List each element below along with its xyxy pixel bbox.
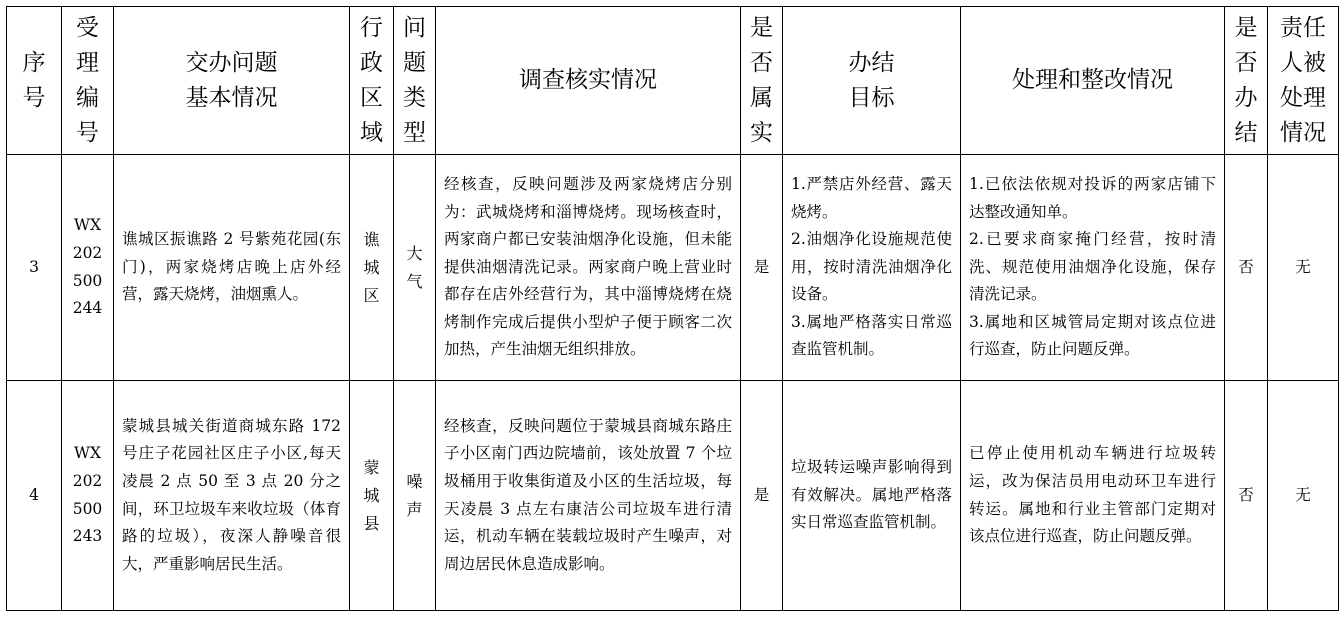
header-seq: 序号 — [7, 7, 62, 155]
code-part: 243 — [72, 527, 103, 546]
header-investigation: 调查核实情况 — [436, 7, 741, 155]
header-goal — [783, 7, 961, 155]
header-row — [7, 7, 1339, 155]
complaint-table — [6, 6, 1339, 611]
header-handling: 处理和整改情况 — [961, 7, 1225, 155]
cell-handling — [961, 155, 1225, 381]
table-row — [7, 155, 1339, 381]
cell-investigation: 经核查，反映问题涉及两家烧烤店分别为：武城烧烤和淄博烧烤。现场核查时，两家商户都已安装油烟净化设施，但未能提供油烟清洗记录。两家商户晚上营业时都存在店外经营行为，其中淄博烧烤在烧烤制作完成后提供小型炉子便于顾客二次加热，产生油烟无组织排放。 — [436, 155, 741, 381]
goal-item: 2.油烟净化设施规范使用，按时清洗油烟净化设备。 — [791, 230, 952, 304]
goal-item: 1.严禁店外经营、露天烧烤。 — [791, 174, 952, 221]
header-closed: 是否办结 — [1225, 7, 1268, 155]
header-code: 受理编号 — [62, 7, 114, 155]
code-part: 202 — [72, 471, 103, 490]
cell-seq: 4 — [7, 381, 62, 611]
header-basic-line2: 基本情况 — [185, 84, 278, 111]
handling-item: 2.已要求商家掩门经营，按时清洗、规范使用油烟净化设施，保存清洗记录。 — [969, 230, 1216, 304]
code-part: WX — [74, 444, 101, 463]
handling-item: 3.属地和区城管局定期对该点位进行巡查，防止问题反弹。 — [969, 312, 1216, 359]
header-goal-line1: 办结 — [848, 49, 895, 76]
code-part: WX — [74, 216, 101, 235]
cell-closed: 否 — [1225, 155, 1268, 381]
header-type: 问题类型 — [394, 7, 436, 155]
header-responsible: 责任人被处理情况 — [1268, 7, 1339, 155]
cell-region: 谯城区 — [350, 155, 394, 381]
cell-closed: 否 — [1225, 381, 1268, 611]
cell-basic: 谯城区振谯路 2 号紫苑花园(东门)，两家烧烤店晚上店外经营，露天烧烤，油烟熏人。 — [114, 155, 350, 381]
cell-type: 大气 — [394, 155, 436, 381]
code-part: 244 — [72, 299, 103, 318]
cell-code — [62, 381, 114, 611]
cell-verified: 是 — [741, 381, 783, 611]
cell-handling: 已停止使用机动车辆进行垃圾转运，改为保洁员用电动环卫车进行转运。属地和行业主管部门定期对该点位进行巡查，防止问题反弹。 — [961, 381, 1225, 611]
cell-goal: 垃圾转运噪声影响得到有效解决。属地严格落实日常巡查监管机制。 — [783, 381, 961, 611]
header-region: 行政区域 — [350, 7, 394, 155]
header-basic-line1: 交办问题 — [185, 49, 278, 76]
cell-type: 噪声 — [394, 381, 436, 611]
cell-seq: 3 — [7, 155, 62, 381]
cell-region: 蒙城县 — [350, 381, 394, 611]
code-part: 500 — [72, 271, 103, 290]
handling-item: 1.已依法依规对投诉的两家店铺下达整改通知单。 — [969, 174, 1216, 221]
cell-code — [62, 155, 114, 381]
cell-goal — [783, 155, 961, 381]
header-goal-line2: 目标 — [848, 84, 895, 111]
code-part: 202 — [72, 243, 103, 262]
table-row — [7, 381, 1339, 611]
cell-investigation: 经核查，反映问题位于蒙城县商城东路庄子小区南门西边院墙前，该处放置 7 个垃圾桶用于收集街道及小区的生活垃圾，每天凌晨 3 点左右康洁公司垃圾车进行清运，机动车辆在装载垃圾时产生噪声，对周边居民休息造成影响。 — [436, 381, 741, 611]
header-basic — [114, 7, 350, 155]
cell-responsible: 无 — [1268, 381, 1339, 611]
cell-basic: 蒙城县城关街道商城东路 172 号庄子花园社区庄子小区,每天凌晨 2 点 50 至 3 点 20 分之间，环卫垃圾车来收垃圾（体育路的垃圾），夜深人静噪音很大，严重影响居民生活。 — [114, 381, 350, 611]
code-part: 500 — [72, 499, 103, 518]
complaint-table-wrapper — [6, 6, 1339, 611]
cell-responsible: 无 — [1268, 155, 1339, 381]
goal-item: 3.属地严格落实日常巡查监管机制。 — [791, 312, 952, 359]
header-verified: 是否属实 — [741, 7, 783, 155]
cell-verified: 是 — [741, 155, 783, 381]
